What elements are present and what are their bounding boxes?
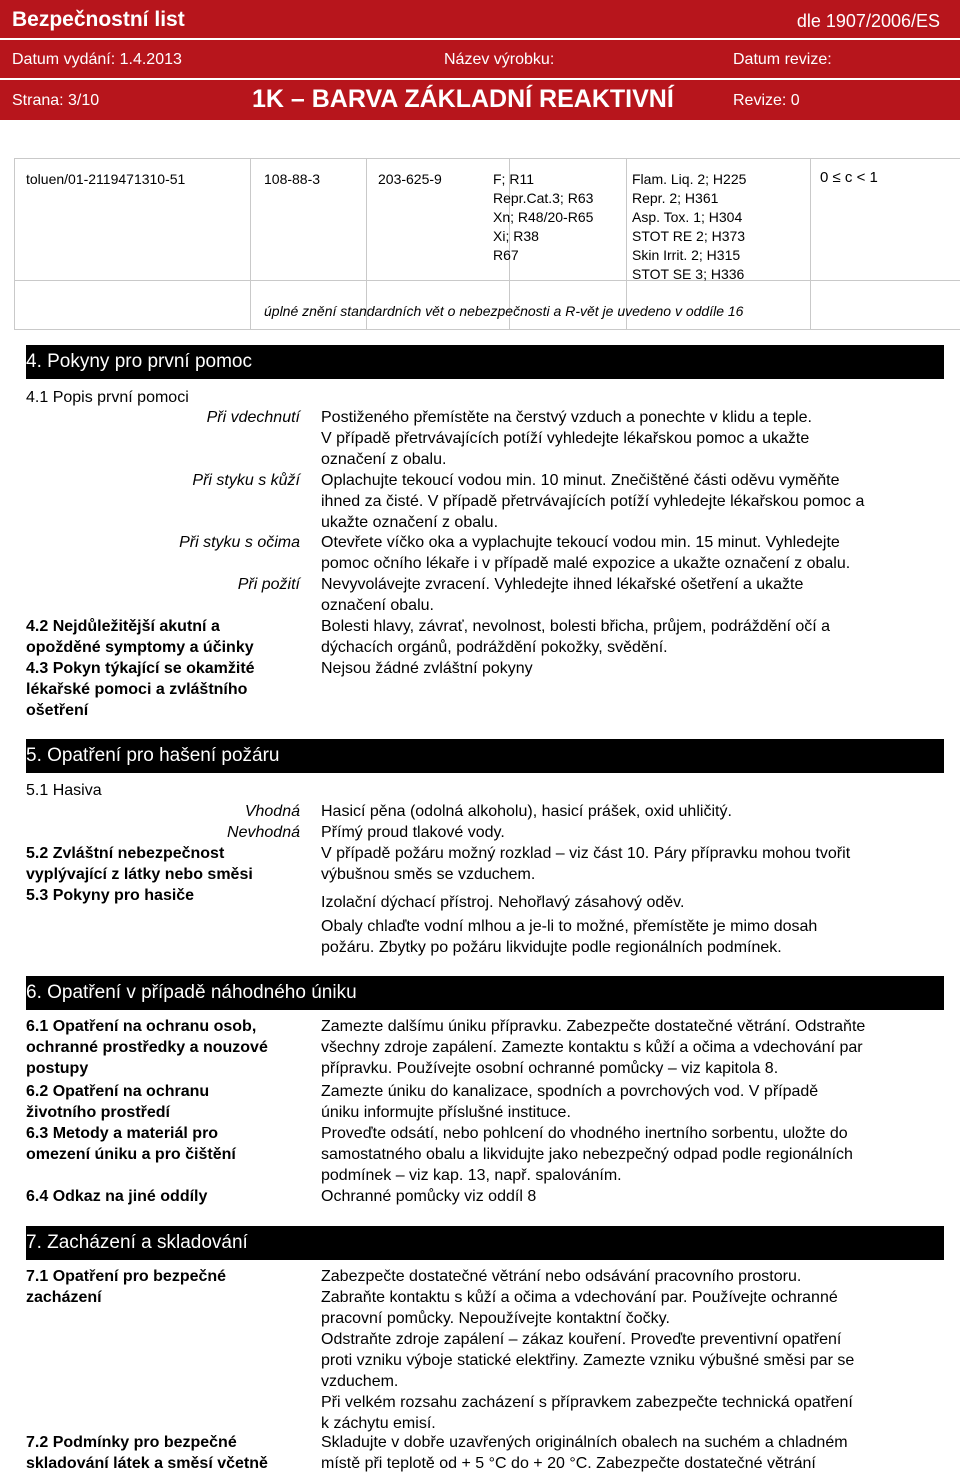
label-skin-contact: Při styku s kůží: [192, 472, 300, 489]
component-r-classification: F; R11 Repr.Cat.3; R63 Xn; R48/20-R65 Xi; R38 R67: [493, 171, 594, 263]
text-unsuitable: Přímý proud tlakové vody.: [321, 824, 505, 841]
text-6-4: Ochranné pomůcky viz oddíl 8: [321, 1188, 537, 1205]
table-line: [810, 158, 811, 330]
table-line: [14, 329, 960, 330]
subsection-6-3: 6.3 Metody a materiál pro omezení úniku a pro čištění: [26, 1125, 236, 1163]
label-eye-contact: Při styku s očima: [179, 534, 300, 551]
table-line: [14, 280, 960, 281]
phrases-note: úplné znění standardních vět o nebezpečnosti a R-vět je uvedeno v oddíle 16: [264, 303, 744, 319]
section-4-title: 4. Pokyny pro první pomoc: [26, 345, 944, 379]
product-name: 1K – BARVA ZÁKLADNÍ REAKTIVNÍ: [252, 85, 674, 113]
subsection-4-3: 4.3 Pokyn týkající se okamžité lékařské pomoci a zvláštního ošetření: [26, 660, 255, 719]
subsection-4-1: 4.1 Popis první pomoci: [26, 389, 189, 406]
subsection-5-2: 5.2 Zvláštní nebezpečnost vyplývající z látky nebo směsi: [26, 845, 253, 883]
table-line: [14, 158, 960, 159]
text-5-3-a: Izolační dýchací přístroj. Nehořlavý zásahový oděv.: [321, 894, 685, 911]
text-6-1: Zamezte dalšímu úniku přípravku. Zabezpečte dostatečné větrání. Odstraňte všechny zdroje zapálení. Zamezte kontaktu s kůží a očima a vdechování par přípravku. Používejte osobní ochranné pomůcky – viz kapitola 8.: [321, 1018, 866, 1077]
product-name-label: Název výrobku:: [444, 51, 555, 68]
document-title: Bezpečnostní list: [12, 8, 185, 31]
text-5-3-b: Obaly chlaďte vodní mlhou a je-li to možné, přemístěte je mimo dosah požáru. Zbytky po požáru likvidujte podle regionálních podmínek.: [321, 918, 818, 956]
table-line: [250, 158, 251, 330]
regulation-reference: dle 1907/2006/ES: [796, 11, 940, 31]
revision-date-label: Datum revize:: [733, 51, 832, 68]
text-inhalation: Postiženého přemístěte na čerstvý vzduch a ponechte v klidu a teple. V případě přetrvávajících potíží vyhledejte lékařskou pomoc a ukažte označení z obalu.: [321, 409, 812, 468]
component-ec: 203-625-9: [378, 171, 442, 187]
subsection-6-1: 6.1 Opatření na ochranu osob, ochranné prostředky a nouzové postupy: [26, 1018, 268, 1077]
page-number: Strana: 3/10: [12, 92, 100, 109]
label-ingestion: Při požití: [237, 576, 300, 593]
header-row-title: [0, 0, 960, 40]
text-7-1: Zabezpečte dostatečné větrání nebo odsávání pracovního prostoru. Zabraňte kontaktu s kůží a očima a vdechování par. Používejte ochranné pracovní pomůcky. Nepoužívejte kontaktní čočky. Odstraňte zdroje zapálení – zákaz kouření. Proveďte preventivní opatření proti vzniku výboje statické elektřiny. Zamezte vzniku výbušné směsi par se vzduchem. Při velkém rozsahu zacházení s přípravkem zabezpečte technická opatření k záchytu emisí.: [321, 1268, 855, 1432]
text-6-3: Proveďte odsátí, nebo pohlcení do vhodného inertního sorbentu, uložte do samostatného obalu a likvidujte jako nebezpečný odpad podle regionálních podmínek – viz kap. 13, např. spalováním.: [321, 1125, 853, 1184]
label-unsuitable: Nevhodná: [227, 824, 300, 841]
subsection-6-4: 6.4 Odkaz na jiné oddíly: [26, 1188, 208, 1205]
header-row-dates: [0, 40, 960, 80]
revision-number: Revize: 0: [733, 92, 800, 109]
text-4-3: Nejsou žádné zvláštní pokyny: [321, 660, 533, 677]
label-inhalation: Při vdechnutí: [206, 409, 300, 426]
subsection-7-1: 7.1 Opatření pro bezpečné zacházení: [26, 1268, 227, 1306]
text-7-2: Skladujte v dobře uzavřených originálních obalech na suchém a chladném místě při teplotě od + 5 °C do + 20 °C. Zabezpečte dostatečné větrání: [321, 1434, 848, 1472]
text-6-2: Zamezte úniku do kanalizace, spodních a povrchových vod. V případě úniku informujte příslušné instituce.: [321, 1083, 819, 1121]
table-line: [14, 158, 15, 330]
subsection-6-2: 6.2 Opatření na ochranu životního prostředí: [26, 1083, 210, 1121]
label-suitable: Vhodná: [244, 803, 300, 820]
component-cas: 108-88-3: [264, 171, 321, 187]
text-ingestion: Nevyvolávejte zvracení. Vyhledejte ihned lékařské ošetření a ukažte označení obalu.: [321, 576, 804, 614]
subsection-5-1: 5.1 Hasiva: [26, 782, 102, 799]
header-row-product: [0, 80, 960, 120]
text-skin-contact: Oplachujte tekoucí vodou min. 10 minut. Znečištěné části oděvu vyměňte ihned za čisté. V případě přetrvávajících potíží vyhledejte lékařskou pomoc a ukažte označení z obalu.: [321, 472, 865, 531]
component-name: toluen/01-2119471310-51: [26, 171, 186, 187]
section-5-title: 5. Opatření pro hašení požáru: [26, 739, 944, 773]
subsection-7-2: 7.2 Podmínky pro bezpečné skladování látek a směsí včetně: [26, 1434, 268, 1472]
subsection-5-3: 5.3 Pokyny pro hasiče: [26, 887, 195, 904]
component-table: [14, 158, 960, 330]
issue-date: Datum vydání: 1.4.2013: [12, 51, 182, 68]
text-suitable: Hasicí pěna (odolná alkoholu), hasicí prášek, oxid uhličitý.: [321, 803, 732, 820]
component-concentration: 0 ≤ c < 1: [820, 169, 878, 186]
section-6-title: 6. Opatření v případě náhodného úniku: [26, 976, 944, 1010]
subsection-4-2: 4.2 Nejdůležitější akutní a opožděné symptomy a účinky: [26, 618, 254, 656]
text-4-2: Bolesti hlavy, závrať, nevolnost, bolesti břicha, průjem, podráždění očí a dýchacích orgánů, podráždění pokožky, svědění.: [321, 618, 831, 656]
component-h-classification: Flam. Liq. 2; H225 Repr. 2; H361 Asp. Tox. 1; H304 STOT RE 2; H373 Skin Irrit. 2; H315 STOT SE 3; H336: [632, 171, 747, 282]
section-7-title: 7. Zacházení a skladování: [26, 1226, 944, 1260]
document-header: [0, 0, 960, 120]
text-eye-contact: Otevřete víčko oka a vyplachujte tekoucí vodou min. 15 minut. Vyhledejte pomoc očního lékaře i v případě malé expozice a ukažte označení z obalu.: [321, 534, 851, 572]
text-5-2: V případě požáru možný rozklad – viz část 10. Páry přípravku mohou tvořit výbušnou směs se vzduchem.: [321, 845, 851, 883]
